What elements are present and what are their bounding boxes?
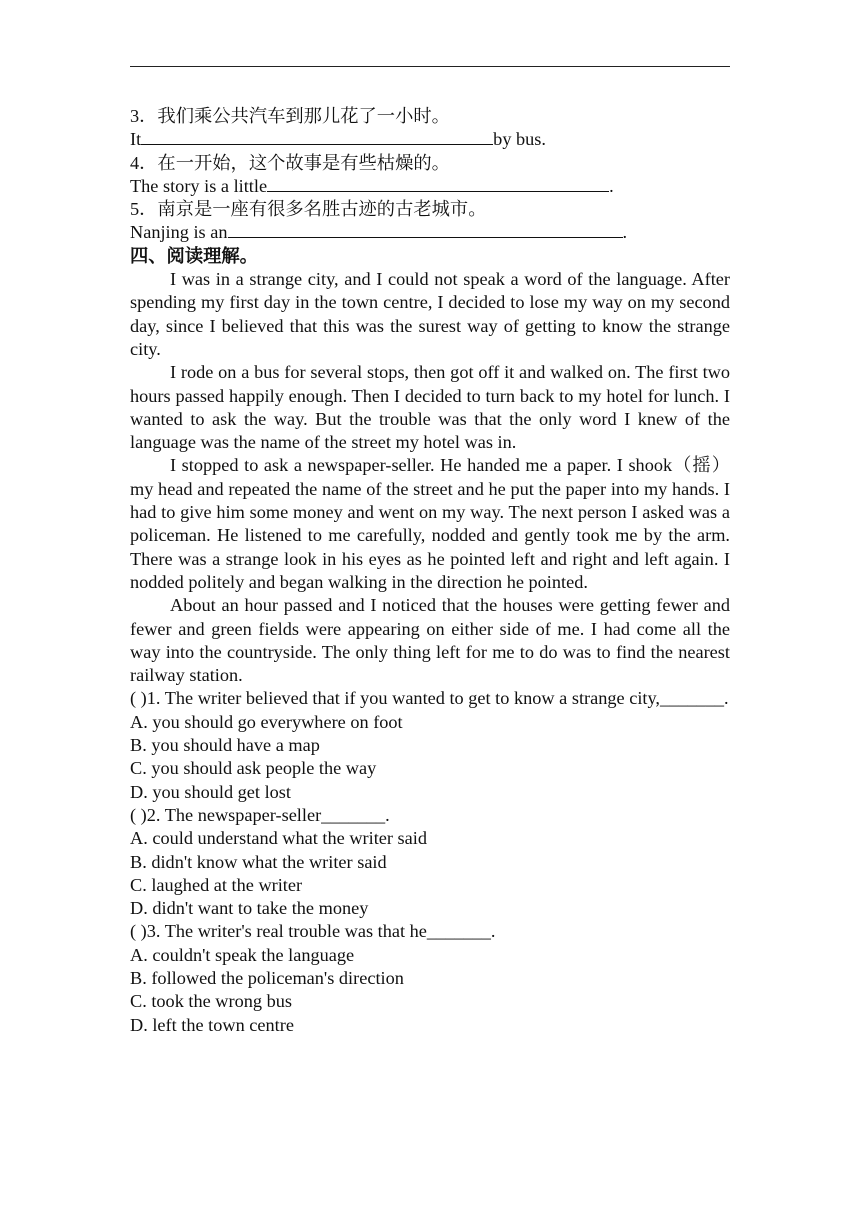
answer-blank[interactable]	[141, 128, 493, 145]
worksheet-page	[130, 105, 730, 1037]
answer-blank[interactable]	[228, 221, 623, 238]
translation-item-5-english	[130, 221, 730, 244]
chinese-sentence: 我们乘公共汽车到那儿花了一小时。	[157, 106, 450, 126]
english-suffix: .	[622, 222, 628, 243]
passage-paragraph: I stopped to ask a newspaper-seller. He handed me a paper. I shook（摇） my head and repeated the name of the street and he put the paper into my hands. I had to give him some money and went on my way. The next person I asked was a policeman. He listened to me carefully, nodded and gently took me by the arm. There was a strange look in his eyes as he pointed left and right and left again. I nodded politely and began walking in the direction he pointed.	[130, 455, 730, 592]
english-prefix: Nanjing is an	[130, 222, 228, 243]
question-1-option-a[interactable]: A. you should go everywhere on foot	[130, 711, 403, 732]
english-prefix: It	[130, 129, 142, 150]
question-2-option-b[interactable]: B. didn't know what the writer said	[130, 851, 387, 872]
question-1-option-c[interactable]: C. you should ask people the way	[130, 758, 377, 779]
question-2-option-a[interactable]: A. could understand what the writer said	[130, 828, 427, 849]
translation-item-4-chinese	[130, 152, 730, 175]
question-3-stem: ( )3. The writer's real trouble was that he_______.	[130, 921, 496, 942]
item-number: 5．	[130, 199, 158, 220]
question-1-option-b[interactable]: B. you should have a map	[130, 735, 320, 756]
item-number: 4．	[130, 152, 158, 173]
translation-item-5-chinese	[130, 198, 730, 221]
question-2-option-c[interactable]: C. laughed at the writer	[130, 874, 303, 895]
english-suffix: by bus.	[493, 129, 546, 150]
section-heading-reading: 四、阅读理解。	[130, 245, 258, 266]
passage-paragraph: About an hour passed and I noticed that the houses were getting fewer and fewer and green fields were appearing on either side of me. I had come all the way into the countryside. The only thing left for me to do was to find the nearest railway station.	[130, 595, 730, 686]
passage-paragraph: I was in a strange city, and I could not speak a word of the language. After spending my first day in the town centre, I decided to lose my way on my second day, since I believed that this was the surest way of getting to know the strange city.	[130, 269, 730, 359]
answer-blank[interactable]	[267, 175, 609, 192]
english-prefix: The story is a little	[130, 175, 268, 196]
question-2-stem: ( )2. The newspaper-seller_______.	[130, 804, 390, 825]
translation-item-3-english	[130, 128, 730, 151]
chinese-sentence: 在一开始，这个故事是有些枯燥的。	[157, 152, 450, 173]
question-3-option-c[interactable]: C. took the wrong bus	[130, 991, 292, 1012]
english-suffix: .	[609, 175, 614, 196]
question-1-option-d[interactable]: D. you should get lost	[130, 781, 291, 802]
item-number: 3．	[130, 106, 158, 126]
question-3-option-d[interactable]: D. left the town centre	[130, 1014, 294, 1035]
chinese-sentence: 南京是一座有很多名胜古迹的古老城市。	[157, 199, 487, 220]
translation-item-4-english	[130, 175, 730, 198]
question-3-option-b[interactable]: B. followed the policeman's direction	[130, 967, 404, 988]
header-rule	[130, 66, 730, 67]
passage-paragraph: I rode on a bus for several stops, then got off it and walked on. The first two hours passed happily enough. Then I decided to turn back to my hotel for lunch. I wanted to ask the way. But the trouble was that the only word I knew of the language was the name of the street my hotel was in.	[130, 362, 730, 453]
question-3-option-a[interactable]: A. couldn't speak the language	[130, 944, 355, 965]
translation-item-3-chinese	[130, 105, 730, 128]
question-1-stem: ( )1. The writer believed that if you wanted to get to know a strange city,_______.	[130, 688, 729, 709]
question-2-option-d[interactable]: D. didn't want to take the money	[130, 898, 369, 919]
